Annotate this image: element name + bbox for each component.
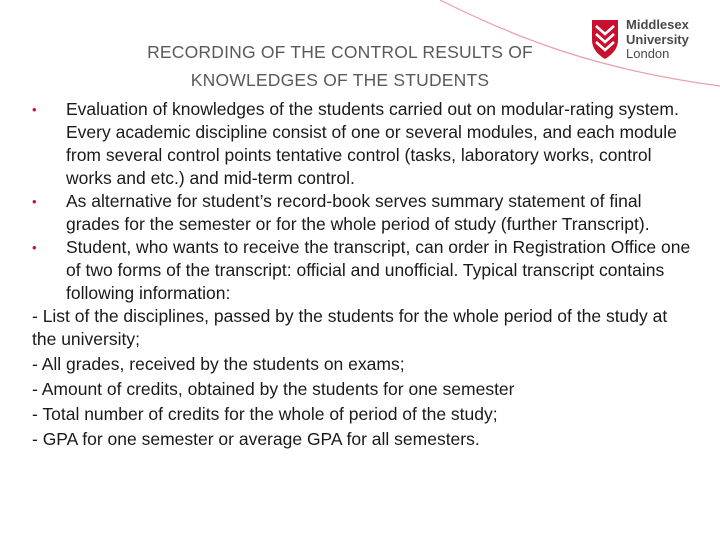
bullet-item: [32, 98, 692, 190]
list-item: - List of the disciplines, passed by the students for the whole period of the study at the university;: [32, 306, 668, 349]
university-logo: [590, 18, 715, 70]
bullet-text: As alternative for student’s record-book serves summary statement of final grades for the semester or for the whole period of study (further Transcript).: [66, 191, 650, 234]
bullet-text: Evaluation of knowledges of the students carried out on modular-rating system. Every academic discipline consist of one or several modules, and each module from several control points tentative control (tasks, laboratory works, control works and etc.) and mid-term control.: [66, 99, 679, 188]
list-item: - GPA for one semester or average GPA for all semesters.: [32, 429, 480, 449]
logo-name-line3: London: [626, 46, 670, 61]
logo-name-line2: University: [626, 31, 689, 47]
slide-body: [32, 98, 692, 451]
bullet-dot-icon: •: [32, 102, 37, 117]
bullet-item: [32, 190, 692, 236]
slide-title-line2: KNOWLEDGES OF THE STUDENTS: [190, 70, 490, 90]
list-item: - All grades, received by the students on exams;: [32, 354, 405, 374]
shield-icon: [590, 18, 620, 60]
bullet-dot-icon: •: [32, 240, 37, 255]
bullet-dot-icon: •: [32, 194, 37, 209]
list-item: - Amount of credits, obtained by the students for one semester: [32, 379, 515, 399]
logo-name-line1: Middlesex: [626, 17, 689, 32]
bullet-item: [32, 236, 692, 305]
slide-title: [70, 38, 610, 94]
bullet-text: Student, who wants to receive the transcript, can order in Registration Office one of two forms of the transcript: official and unofficial. Typical transcript contains following information:: [66, 237, 691, 303]
slide-title-line1: RECORDING OF THE CONTROL RESULTS OF: [147, 42, 533, 62]
list-item: - Total number of credits for the whole of period of the study;: [32, 404, 498, 424]
